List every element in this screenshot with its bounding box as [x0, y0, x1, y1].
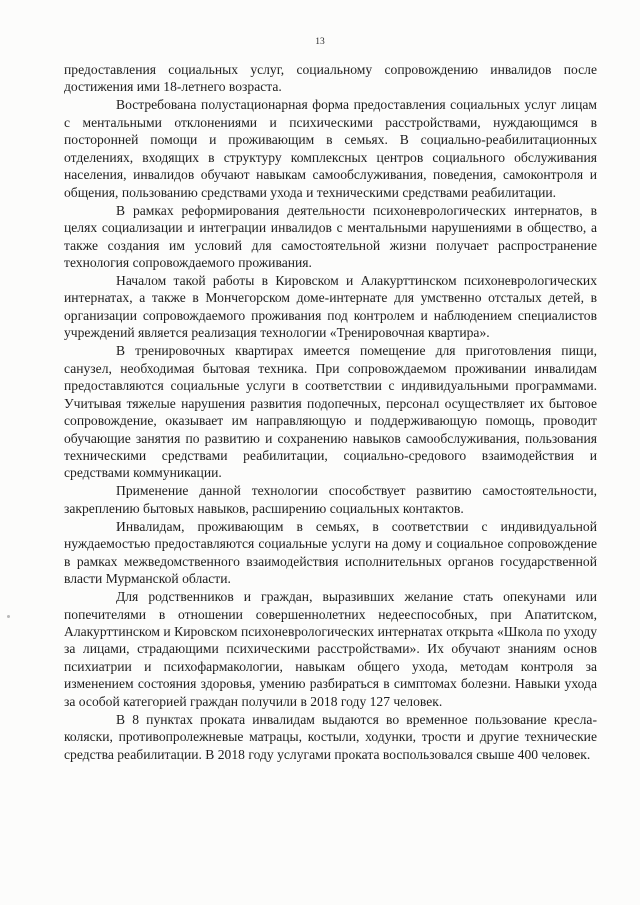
page-number: 13 — [315, 37, 325, 47]
paragraph-continuation: предоставления социальных услуг, социальному сопровождению инвалидов после достижения ими 18-летнего возраста. — [64, 62, 597, 95]
document-body — [64, 61, 597, 763]
paragraph: Востребована полустационарная форма предоставления социальных услуг лицам с ментальными отклонениями и психическими расстройствами, нуждающимся в посторонней помощи и проживающим в семьях. В социально-реабилитационных отделениях, входящих в структуру комплексных центров социального обслуживания населения, инвалидов обучают навыкам самообслуживания, поведения, самоконтроля и общения, пользованию средствами ухода и техническими средствами реабилитации. — [64, 97, 597, 200]
paragraph: В 8 пунктах проката инвалидам выдаются во временное пользование кресла-коляски, противопролежневые матрацы, костыли, ходунки, трости и другие технические средства реабилитации. В 2018 году услугами проката воспользовался свыше 400 человек. — [64, 711, 597, 762]
paragraph: Для родственников и граждан, выразивших желание стать опекунами или попечителями в отношении совершеннолетних недееспособных, при Апатитском, Алакурттинском и Кировском психоневрологических интернатах открыта «Школа по уходу за лицами, страдающими психическими расстройствами». Их обучают знаниям основ психиатрии и психофармакологии, навыкам общего ухода, методам контроля за изменением состояния здоровья, умению разбираться в симптомах болезни. Навыки ухода за особой категорией граждан получили в 2018 году 127 человек. — [64, 589, 597, 709]
paragraph: В рамках реформирования деятельности психоневрологических интернатов, в целях социализации и интеграции инвалидов с ментальными нарушениями в общество, а также создания им условий для самостоятельной жизни получает распространение технология сопровождаемого проживания. — [64, 202, 597, 270]
paragraph: Инвалидам, проживающим в семьях, в соответствии с индивидуальной нуждаемостью предоставляются социальные услуги на дому и социальное сопровождение в рамках межведомственного взаимодействия исполнительных органов государственной власти Мурманской области. — [64, 518, 597, 587]
paragraph: В тренировочных квартирах имеется помещение для приготовления пищи, санузел, необходимая бытовая техника. При сопровождаемом проживании инвалидам предоставляются социальные услуги в соответствии с индивидуальными программами. Учитывая тяжелые нарушения развития подопечных, персонал осуществляет их бытовое сопровождение, оказывает им направляющую и поддерживающую помощь, проводит обучающие занятия по развитию и сохранению навыков самообслуживания, пользования техническими средствами реабилитации, социально-средового взаимодействия и средствами коммуникации. — [64, 343, 597, 481]
scan-speck — [7, 615, 10, 618]
paragraph: Применение данной технологии способствует развитию самостоятельности, закреплению бытовых навыков, расширению социальных контактов. — [64, 483, 597, 516]
paragraph: Началом такой работы в Кировском и Алакурттинском психоневрологических интернатах, а также в Мончегорском доме-интернате для умственно отсталых детей, в организации сопровождаемого проживания под контролем и наблюдением специалистов учреждений является реализация технологии «Тренировочная квартира». — [64, 272, 597, 341]
